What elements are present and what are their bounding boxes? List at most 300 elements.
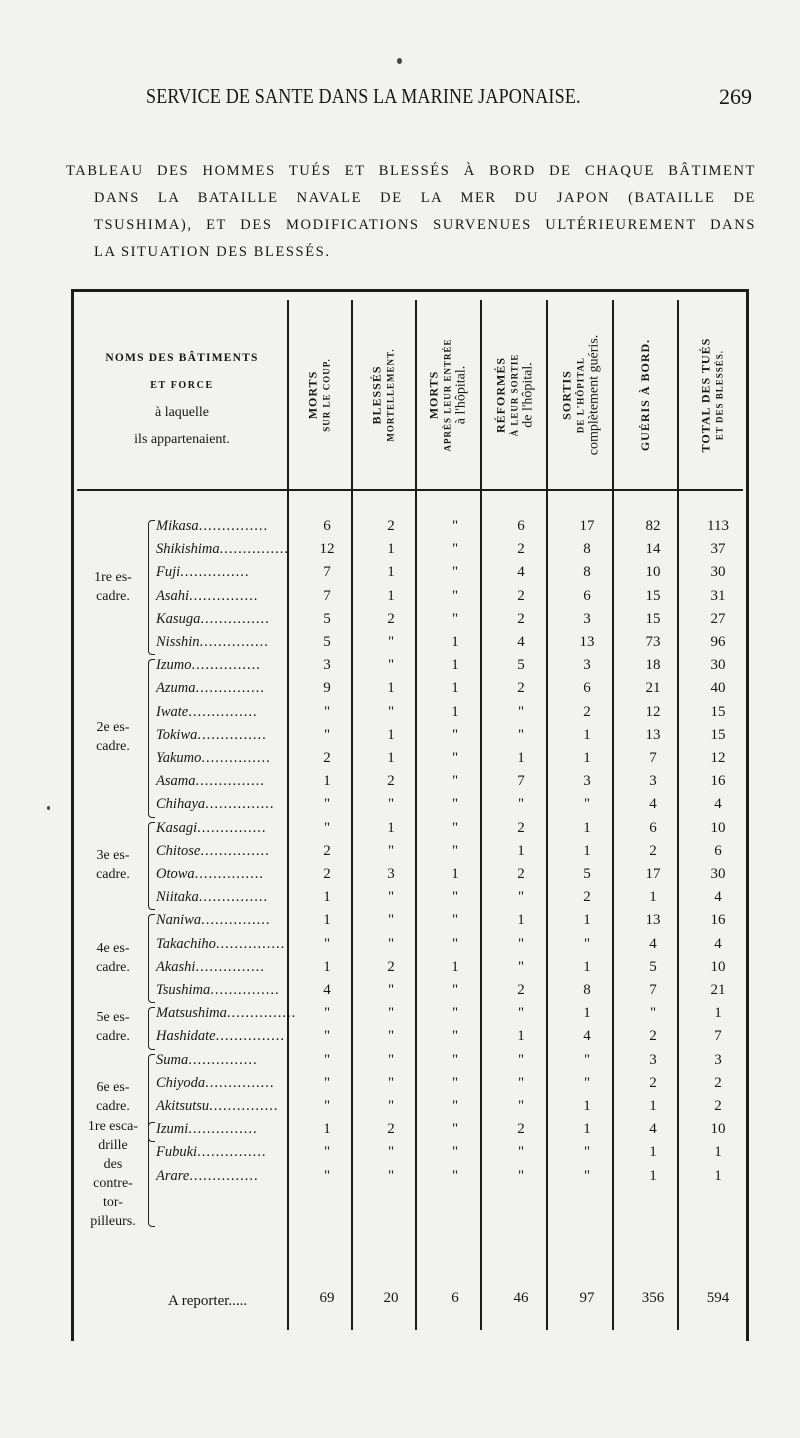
total-cell: 6 — [451, 1290, 459, 1306]
ship-name: Asahi............... — [156, 587, 259, 604]
header-text: SUR LE COUP. — [322, 358, 332, 432]
ship-name-text: Azuma — [156, 680, 196, 697]
ship-name: Suma............... — [156, 1051, 258, 1068]
table-cell: 1 — [387, 564, 395, 581]
ship-name: Izumi............... — [156, 1121, 258, 1138]
table-cell: " — [517, 1051, 525, 1068]
table-cell: 3 — [714, 1051, 722, 1068]
ship-name: Asama............... — [156, 773, 265, 790]
header-text: BLESSÉS — [370, 365, 384, 425]
table-row — [156, 820, 736, 843]
table-cell: 1 — [451, 958, 459, 975]
ship-name-text: Fuji — [156, 564, 181, 581]
table-cell: " — [387, 1005, 395, 1022]
table-cell: " — [583, 1167, 591, 1184]
table-cell: 9 — [323, 680, 331, 697]
ship-name: Shikishima............... — [156, 541, 290, 558]
table-cell: 3 — [583, 610, 591, 627]
table-cell: " — [387, 796, 395, 813]
table-cell: 15 — [645, 587, 661, 604]
table-cell: " — [451, 750, 459, 766]
header-text: GUÉRIS À BORD. — [638, 338, 653, 452]
table-cell: " — [451, 1098, 459, 1114]
table-cell: 2 — [649, 842, 657, 859]
table-cell: 10 — [710, 1121, 726, 1138]
caption-line: LA SITUATION DES BLESSÉS. — [94, 244, 331, 260]
table-cell: 10 — [710, 819, 726, 836]
table-cell: 2 — [517, 541, 525, 558]
table-cell: 16 — [710, 912, 726, 929]
table-cell: 1 — [323, 889, 331, 906]
table-cell: 6 — [649, 819, 657, 836]
ship-name-text: Iwate — [156, 703, 189, 720]
table-cell: " — [387, 634, 395, 650]
table-cell: " — [451, 587, 459, 604]
table-cell: " — [517, 1144, 525, 1161]
ship-name: Chitose............... — [156, 842, 270, 859]
table-cell: 1 — [583, 819, 591, 836]
group-brace — [148, 1007, 155, 1049]
table-cell: " — [451, 1005, 459, 1022]
table-cell: 1 — [583, 958, 591, 975]
table-cell: 6 — [583, 587, 591, 604]
table-cell: " — [451, 912, 459, 929]
ship-name-text: Takachiho — [156, 935, 216, 952]
ship-name-text: Niitaka — [156, 889, 199, 906]
running-header — [146, 84, 752, 114]
header-text: SORTIS — [559, 370, 573, 420]
table-cell: " — [387, 842, 395, 859]
table-cell: 7 — [323, 564, 331, 581]
table-cell: 2 — [323, 750, 331, 766]
table-cell: 1 — [649, 1144, 657, 1161]
table-cell: 5 — [583, 866, 591, 882]
table-cell: 73 — [645, 634, 661, 650]
table-left-rule — [71, 289, 74, 1341]
table-cell: 1 — [323, 912, 331, 929]
group-label: 2e es- cadre. — [96, 720, 130, 755]
ship-name-text: Chihaya — [156, 796, 206, 813]
table-cell: " — [387, 889, 395, 906]
table-cell: " — [517, 889, 525, 906]
table-cell: 13 — [645, 912, 661, 929]
table-row — [156, 796, 736, 819]
table-cell: 5 — [517, 657, 525, 674]
table-cell: 113 — [707, 518, 729, 534]
table-cell: " — [323, 726, 331, 743]
table-cell: 2 — [323, 866, 331, 882]
table-cell: 1 — [517, 842, 525, 859]
group-label: 4e es- cadre. — [96, 940, 130, 975]
table-cell: 18 — [645, 657, 661, 674]
ship-name-text: Matsushima — [156, 1005, 227, 1022]
table-row — [156, 1168, 736, 1191]
table-cell: 1 — [387, 680, 395, 697]
table-cell: 1 — [583, 842, 591, 859]
table-cell: 2 — [517, 982, 525, 998]
ship-name: Nisshin............... — [156, 634, 269, 650]
group-brace — [148, 914, 155, 1003]
table-cell: 1 — [451, 866, 459, 882]
table-cell: 1 — [387, 819, 395, 836]
table-cell: 7 — [323, 587, 331, 604]
table-cell: 4 — [649, 935, 657, 952]
table-cell: 27 — [710, 610, 726, 627]
table-cell: " — [583, 1051, 591, 1068]
table-cell: " — [583, 796, 591, 813]
total-cell: 356 — [641, 1290, 665, 1306]
table-row — [156, 727, 736, 750]
header-text: APRÈS LEUR ENTRÉE — [443, 338, 453, 452]
ship-name-text: Izumi — [156, 1121, 189, 1138]
table-cell: " — [451, 935, 459, 952]
table-row — [156, 704, 736, 727]
table-cell: " — [387, 703, 395, 720]
table-cell: 21 — [710, 982, 726, 998]
table-cell: 30 — [710, 564, 726, 581]
total-cell: 594 — [706, 1290, 730, 1306]
table-row — [156, 750, 736, 773]
ship-name-text: Chitose — [156, 842, 201, 859]
table-cell: 3 — [649, 1051, 657, 1068]
header-text: complètement guéris. — [586, 334, 601, 456]
table-cell: " — [451, 1167, 459, 1184]
group-label: 3e es- cadre. — [96, 848, 130, 882]
ship-name-text: Izumo — [156, 657, 192, 674]
table-cell: 12 — [645, 703, 661, 720]
table-cell: " — [323, 1167, 331, 1184]
ship-name: Otowa............... — [156, 866, 265, 882]
ship-name-text: Shikishima — [156, 541, 220, 558]
table-cell: " — [323, 703, 331, 720]
table-cell: 4 — [714, 935, 722, 952]
ship-name: Iwate............... — [156, 703, 258, 720]
ship-name: Kasagi............... — [156, 819, 267, 836]
table-cell: " — [387, 657, 395, 674]
table-cell: " — [451, 842, 459, 859]
table-cell: " — [387, 1051, 395, 1068]
table-cell: " — [451, 819, 459, 836]
ship-name-text: Naniwa — [156, 912, 202, 929]
table-cell: 1 — [649, 889, 657, 906]
totals-row — [156, 1290, 736, 1313]
table-cell: 2 — [649, 1028, 657, 1045]
header-text: TOTAL DES TUÉS — [698, 337, 712, 453]
ship-name-text: Tokiwa — [156, 726, 198, 743]
table-row — [156, 1005, 736, 1028]
ship-name: Naniwa............... — [156, 912, 271, 929]
table-cell: 1 — [517, 1028, 525, 1045]
table-cell: 3 — [583, 657, 591, 674]
table-cell: " — [323, 796, 331, 813]
ship-name: Tsushima............... — [156, 982, 280, 998]
table-row — [156, 564, 736, 587]
table-cell: 1 — [649, 1098, 657, 1114]
column-header-morts-sur-le-coup — [290, 300, 350, 490]
table-cell: 1 — [583, 1098, 591, 1114]
ship-name-text: Asahi — [156, 587, 190, 604]
ship-name-text: Chiyoda — [156, 1074, 206, 1091]
table-cell: 4 — [714, 889, 722, 906]
table-row — [156, 866, 736, 889]
table-cell: 2 — [714, 1098, 722, 1114]
table-row — [156, 588, 736, 611]
table-cell: 4 — [517, 634, 525, 650]
table-cell: 1 — [583, 726, 591, 743]
group-brace — [148, 659, 155, 817]
header-text: NOMS DES BÂTIMENTS — [105, 352, 259, 364]
column-header-reformes — [483, 300, 545, 490]
ship-name: Fuji............... — [156, 564, 250, 581]
table-cell: 3 — [583, 773, 591, 790]
ship-name-text: Mikasa — [156, 518, 199, 534]
total-cell: 46 — [513, 1290, 529, 1306]
header-text: de l'hôpital. — [520, 362, 536, 428]
table-cell: " — [323, 819, 331, 836]
table-cell: " — [387, 912, 395, 929]
table-cell: " — [451, 610, 459, 627]
group-label: 1re es- cadre. — [94, 569, 132, 604]
table-cell: " — [387, 1144, 395, 1161]
table-cell: " — [517, 1074, 525, 1091]
table-cell: 1 — [387, 750, 395, 766]
print-speck — [397, 58, 402, 64]
table-cell: 2 — [649, 1074, 657, 1091]
table-cell: 2 — [387, 1121, 395, 1138]
table-cell: 21 — [645, 680, 661, 697]
table-cell: " — [583, 1074, 591, 1091]
ship-name-text: Fubuki — [156, 1144, 198, 1161]
ship-name: Azuma............... — [156, 680, 265, 697]
table-cell: " — [451, 564, 459, 581]
table-cell: " — [517, 796, 525, 813]
table-cell: 2 — [517, 866, 525, 882]
table-row — [156, 889, 736, 912]
table-cell: " — [451, 1121, 459, 1138]
table-cell: " — [323, 1144, 331, 1161]
header-text: RÉFORMÉS — [493, 356, 508, 434]
names-column-header — [90, 345, 274, 453]
table-cell: 5 — [323, 634, 331, 650]
column-header-sortis-gueris — [549, 300, 611, 490]
table-cell: " — [323, 1028, 331, 1045]
group-label: 5e es- cadre. — [96, 1010, 130, 1045]
table-cell: 6 — [714, 842, 722, 859]
table-cell: 3 — [323, 657, 331, 674]
table-cell: 4 — [583, 1028, 591, 1045]
table-cell: " — [517, 1167, 525, 1184]
table-cell: 1 — [451, 680, 459, 697]
table-cell: 7 — [649, 750, 657, 766]
table-cell: " — [517, 1098, 525, 1114]
table-cell: 2 — [323, 842, 331, 859]
table-cell: 4 — [323, 982, 331, 998]
table-cell: 1 — [714, 1167, 722, 1184]
ship-name: Yakumo............... — [156, 750, 271, 766]
table-cell: " — [451, 1028, 459, 1045]
total-cell: 97 — [579, 1290, 595, 1306]
table-cell: " — [387, 935, 395, 952]
table-cell: 2 — [387, 773, 395, 790]
table-cell: " — [451, 889, 459, 906]
table-cell: 1 — [517, 912, 525, 929]
table-cell: 1 — [387, 541, 395, 558]
group-brace — [148, 1122, 155, 1226]
table-row — [156, 657, 736, 680]
ship-name-text: Yakumo — [156, 750, 202, 766]
table-cell: 4 — [517, 564, 525, 581]
table-cell: 1 — [451, 657, 459, 674]
header-text: MORTS — [427, 370, 441, 420]
group-brace — [148, 822, 155, 911]
table-cell: 1 — [583, 1121, 591, 1138]
table-cell: " — [387, 1074, 395, 1091]
header-text: ils appartenaient. — [134, 432, 230, 447]
total-cell: 69 — [319, 1290, 335, 1306]
ship-name-text: Suma — [156, 1051, 189, 1068]
table-cell: 2 — [583, 889, 591, 906]
table-cell: 1 — [323, 958, 331, 975]
table-cell: 6 — [323, 518, 331, 534]
table-row — [156, 1121, 736, 1144]
table-cell: 6 — [583, 680, 591, 697]
table-row — [156, 959, 736, 982]
ship-name-text: Tsushima — [156, 982, 211, 998]
ship-name: Niitaka............... — [156, 889, 269, 906]
table-cell: 2 — [387, 610, 395, 627]
table-cell: 8 — [583, 982, 591, 998]
table-cell: 17 — [579, 518, 595, 534]
table-cell: " — [323, 935, 331, 952]
table-right-rule — [746, 289, 749, 1341]
table-cell: 10 — [710, 958, 726, 975]
table-cell: " — [387, 982, 395, 998]
table-cell: 1 — [387, 726, 395, 743]
table-cell: 30 — [710, 866, 726, 882]
header-text: MORTS — [306, 370, 320, 420]
table-cell: 7 — [714, 1028, 722, 1045]
table-row — [156, 518, 736, 541]
table-cell: 40 — [710, 680, 726, 697]
table-cell: 5 — [649, 958, 657, 975]
table-cell: " — [451, 982, 459, 998]
table-cell: 17 — [645, 866, 661, 882]
table-cell: " — [451, 541, 459, 558]
table-row — [156, 1052, 736, 1075]
table-cell: 1 — [583, 1005, 591, 1022]
table-row — [156, 1144, 736, 1167]
table-cell: 1 — [649, 1167, 657, 1184]
table-cell: " — [451, 1074, 459, 1091]
table-cell: " — [323, 1051, 331, 1068]
caption-line: DANS LA BATAILLE NAVALE DE LA MER DU JAPON (BATAILLE DE — [94, 190, 756, 206]
table-cell: 31 — [710, 587, 726, 604]
ship-name: Chiyoda............... — [156, 1074, 275, 1091]
table-cell: " — [323, 1005, 331, 1022]
table-cell: 13 — [645, 726, 661, 743]
table-cell: " — [517, 958, 525, 975]
ship-name-text: Otowa — [156, 866, 195, 882]
table-row — [156, 1075, 736, 1098]
ship-name-text: Hashidate — [156, 1028, 216, 1045]
table-cell: " — [387, 1167, 395, 1184]
ship-name: Akashi............... — [156, 958, 265, 975]
table-cell: 1 — [387, 587, 395, 604]
table-cell: 1 — [517, 750, 525, 766]
table-cell: " — [451, 773, 459, 790]
table-cell: " — [451, 1051, 459, 1068]
group-brace — [148, 520, 155, 655]
table-cell: " — [517, 726, 525, 743]
page-number: 269 — [719, 84, 752, 109]
table-row — [156, 843, 736, 866]
ship-name: Matsushima............... — [156, 1005, 297, 1022]
table-cell: 12 — [319, 541, 335, 558]
table-cell: " — [387, 1028, 395, 1045]
table-cell: 2 — [517, 1121, 525, 1138]
table-cell: " — [583, 935, 591, 952]
table-cell: " — [451, 518, 459, 534]
table-row — [156, 936, 736, 959]
caption-line: TABLEAU DES HOMMES TUÉS ET BLESSÉS À BORD DE CHAQUE BÂTIMENT — [66, 163, 756, 179]
table-cell: 3 — [387, 866, 395, 882]
table-cell: 2 — [714, 1074, 722, 1091]
table-cell: " — [451, 726, 459, 743]
table-row — [156, 1098, 736, 1121]
table-cell: 8 — [583, 564, 591, 581]
ship-name-text: Kasagi — [156, 819, 198, 836]
column-header-gueris-a-bord — [615, 300, 676, 490]
ship-name-text: Akitsutsu — [156, 1098, 210, 1114]
table-cell: 1 — [583, 912, 591, 929]
column-header-total — [680, 300, 744, 490]
table-cell: 82 — [645, 518, 661, 534]
ship-name: Takachiho............... — [156, 935, 286, 952]
table-cell: " — [517, 935, 525, 952]
totals-label: A reporter..... — [168, 1293, 248, 1309]
header-text: DE L'HÔPITAL — [575, 356, 585, 434]
ship-name: Tokiwa............... — [156, 726, 267, 743]
ship-name-text: Akashi — [156, 958, 196, 975]
table-cell: 6 — [517, 518, 525, 534]
totals-label-text: A reporter — [168, 1293, 229, 1309]
group-label: 6e es- cadre. — [96, 1080, 130, 1114]
header-text: ET DES BLESSÉS. — [714, 349, 724, 441]
table-cell: " — [649, 1005, 657, 1022]
table-cell: 2 — [517, 819, 525, 836]
table-cell: " — [451, 796, 459, 813]
table-cell: 1 — [323, 773, 331, 790]
ship-name: Hashidate............... — [156, 1028, 285, 1045]
table-cell: 1 — [323, 1121, 331, 1138]
table-cell: 1 — [714, 1144, 722, 1161]
header-title: SERVICE DE SANTE DANS LA MARINE JAPONAISE. — [146, 84, 581, 108]
ship-name-text: Arare — [156, 1167, 190, 1184]
table-cell: 1 — [451, 703, 459, 720]
ship-name: Akitsutsu............... — [156, 1098, 279, 1114]
table-caption — [66, 158, 756, 266]
header-text: MORTELLEMENT. — [386, 348, 396, 442]
table-cell: 2 — [583, 703, 591, 720]
table-cell: " — [517, 1005, 525, 1022]
table-cell: " — [583, 1144, 591, 1161]
ship-name: Mikasa............... — [156, 518, 269, 534]
header-text: À LEUR SORTIE — [509, 353, 520, 437]
table-row — [156, 634, 736, 657]
ship-name: Arare............... — [156, 1167, 259, 1184]
ship-name: Kasuga............... — [156, 610, 270, 627]
ship-name-text: Nisshin — [156, 634, 200, 650]
